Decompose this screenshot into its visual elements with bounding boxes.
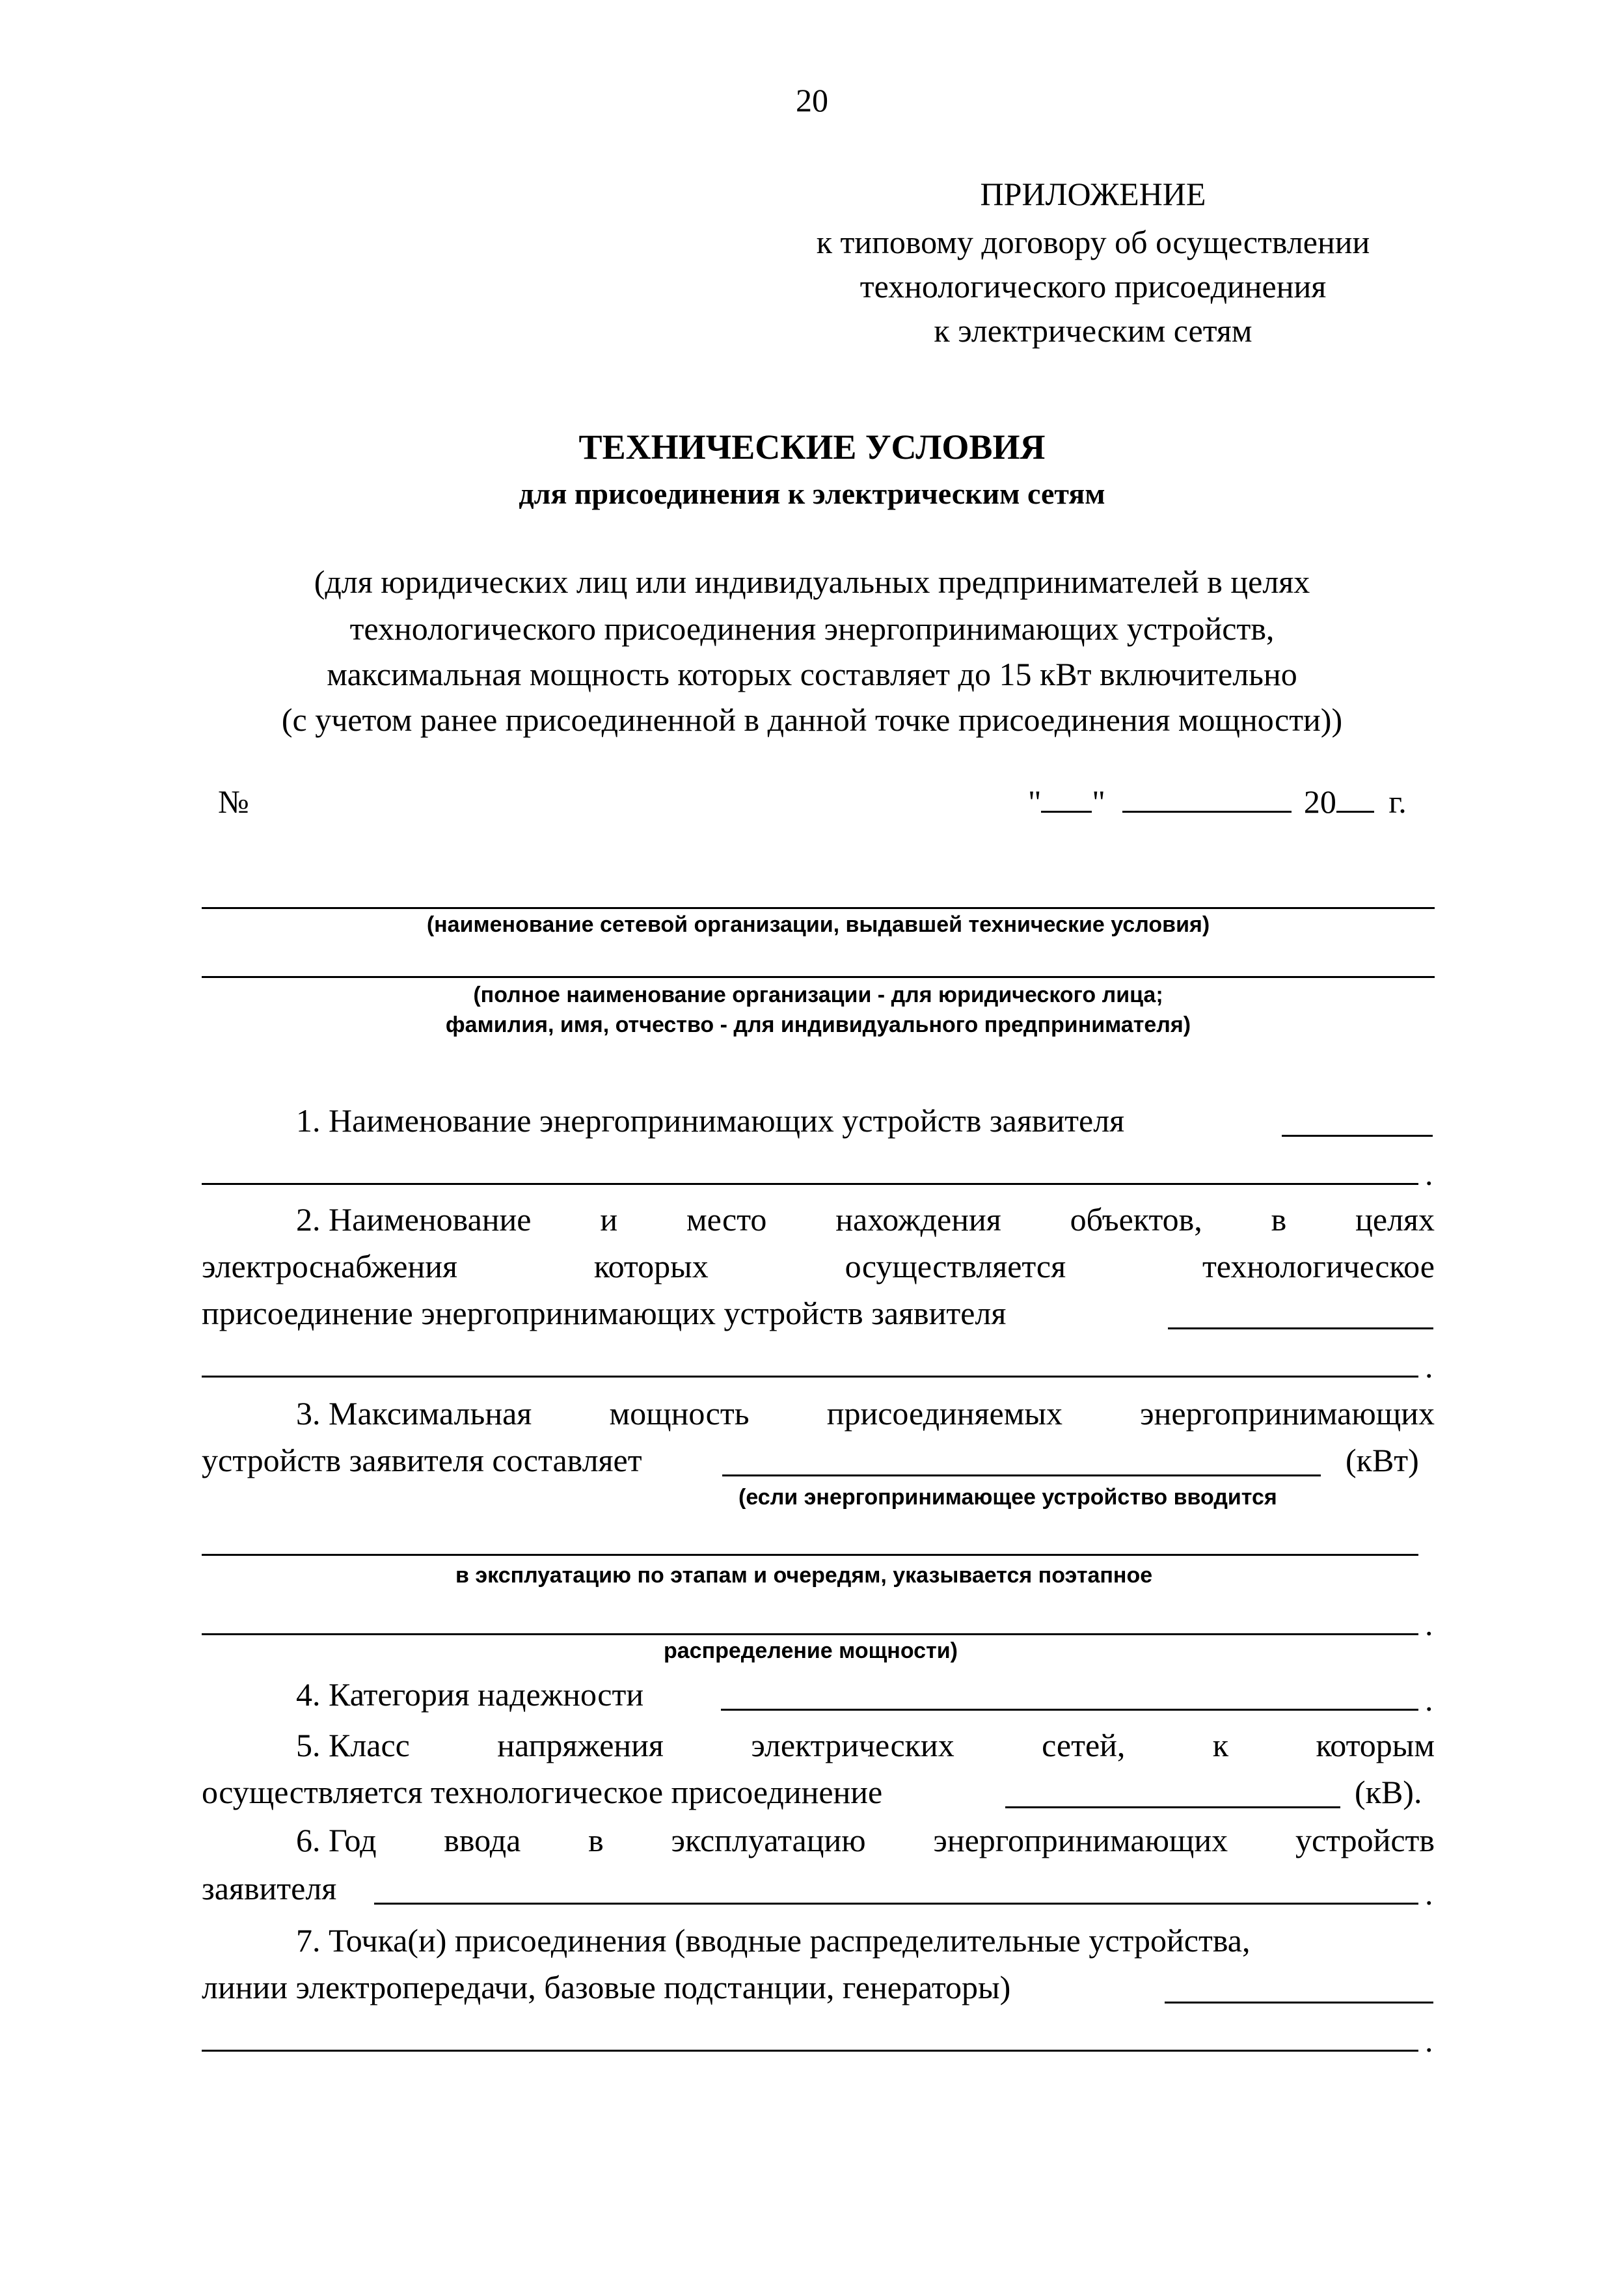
day-blank[interactable] (1041, 781, 1092, 813)
scope-line-4: (с учетом ранее присоединенной в данной точке присоединения мощности)) (281, 701, 1343, 738)
item-7-line-1: 7. Точка(и) присоединения (вводные распределительные устройства, (296, 1922, 1251, 1959)
item-5-unit: (кВ). (1355, 1774, 1422, 1810)
item-7-field[interactable] (1165, 2002, 1433, 2004)
quote-close: " (1092, 783, 1105, 820)
item-1-field[interactable] (1282, 1135, 1433, 1137)
quote-open: " (1028, 783, 1042, 820)
year-suffix: г. (1388, 783, 1407, 820)
item-2-line-2: электроснабжения которых осуществляется технологическое (202, 1248, 1435, 1284)
applicant-name-field[interactable] (202, 976, 1435, 978)
number-sign: № (218, 783, 249, 820)
appendix-line-1: к типовому договору об осуществлении (816, 224, 1370, 260)
item-3-unit: (кВт) (1346, 1442, 1419, 1478)
document-title: ТЕХНИЧЕСКИЕ УСЛОВИЯ (578, 428, 1046, 467)
item-1-label: 1. Наименование энергопринимающих устройств заявителя (296, 1102, 1125, 1139)
item-3-line-2: устройств заявителя составляет (202, 1442, 642, 1478)
scope-line-1: (для юридических лиц или индивидуальных предпринимателей в целях (314, 564, 1310, 600)
item-4-field[interactable] (721, 1709, 1418, 1711)
item-3-line-1: 3. Максимальная мощность присоединяемых энергопринимающих (296, 1395, 1435, 1432)
network-org-field[interactable] (202, 907, 1435, 909)
item-6-dot: . (1425, 1875, 1433, 1912)
appendix-title: ПРИЛОЖЕНИЕ (980, 176, 1206, 212)
document-subtitle: для присоединения к электрическим сетям (519, 477, 1105, 510)
item-7-dot: . (1425, 2022, 1433, 2059)
item-6-line-2: заявителя (202, 1870, 337, 1907)
year-prefix: 20 (1303, 783, 1336, 820)
item-2-line-3: присоединение энергопринимающих устройств заявителя (202, 1295, 1007, 1331)
scope-line-2: технологического присоединения энергопринимающих устройств, (349, 610, 1275, 647)
item-4-dot: . (1425, 1681, 1433, 1718)
item-6-field[interactable] (374, 1903, 1418, 1905)
item-2-line-1: 2. Наименование и место нахождения объектов, в целях (296, 1201, 1435, 1238)
item-4-label: 4. Категория надежности (296, 1676, 644, 1713)
appendix-line-3: к электрическим сетям (934, 312, 1252, 349)
item-3-note-1: (если энергопринимающее устройство вводится (738, 1485, 1277, 1510)
month-blank[interactable] (1122, 781, 1292, 813)
date-field[interactable] (1028, 778, 1418, 825)
item-5-field[interactable] (1005, 1806, 1340, 1808)
item-2-field[interactable] (1168, 1327, 1433, 1329)
item-6-line-1: 6. Год ввода в эксплуатацию энергопринимающих устройств (296, 1822, 1435, 1858)
item-5-line-2: осуществляется технологическое присоединение (202, 1774, 883, 1810)
item-7-continuation-field[interactable] (202, 2050, 1418, 2052)
item-3-note-3: распределение мощности) (664, 1638, 958, 1663)
item-1-dot: . (1425, 1156, 1433, 1192)
item-7-line-2: линии электропередачи, базовые подстанции, генераторы) (202, 1969, 1011, 2005)
item-1-continuation-field[interactable] (202, 1183, 1418, 1185)
item-5-line-1: 5. Класс напряжения электрических сетей, к которым (296, 1727, 1435, 1763)
appendix-line-2: технологического присоединения (859, 268, 1327, 305)
item-3-note-2: в эксплуатацию по этапам и очередям, указывается поэтапное (455, 1563, 1153, 1588)
scope-line-3: максимальная мощность которых составляет до 15 кВт включительно (327, 656, 1297, 692)
item-2-continuation-field[interactable] (202, 1376, 1418, 1378)
network-org-caption: (наименование сетевой организации, выдавшей технические условия) (426, 912, 1210, 937)
applicant-caption-line-1: (полное наименование организации - для юридического лица; (473, 983, 1163, 1007)
item-3-dot: . (1425, 1606, 1433, 1642)
item-3-stage-field-2[interactable] (202, 1633, 1418, 1635)
year-blank[interactable] (1336, 781, 1374, 813)
applicant-caption-line-2: фамилия, имя, отчество - для индивидуального предпринимателя) (445, 1012, 1191, 1037)
item-3-stage-field-1[interactable] (202, 1554, 1418, 1556)
item-3-power-field[interactable] (722, 1474, 1321, 1476)
page-number: 20 (796, 82, 828, 118)
item-2-dot: . (1425, 1348, 1433, 1385)
